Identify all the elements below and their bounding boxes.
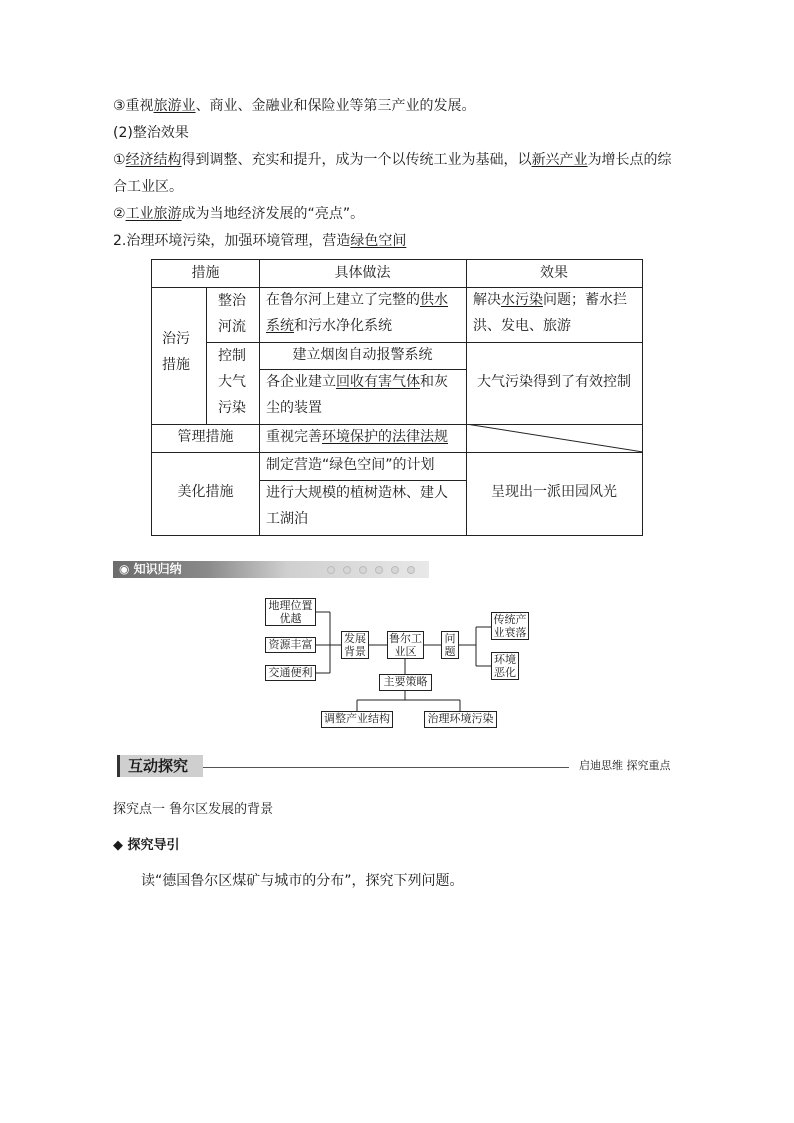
group-pollution-control: 治污措施 bbox=[162, 331, 190, 373]
inquiry-guide-heading: ◆ 探究导引 bbox=[113, 838, 180, 853]
node-adjust-structure: 调整产业结构 bbox=[321, 711, 393, 728]
header-effect: 效果 bbox=[540, 265, 568, 281]
header-measures: 措施 bbox=[191, 265, 220, 281]
text-line-economic-structure: ①经济结构得到调整、充实和提升，成为一个以传统工业为基础，以新兴产业为增长点的综 bbox=[113, 152, 672, 168]
text-line-tertiary-industry: ③重视旅游业、商业、金融业和保险业等第三产业的发展。 bbox=[113, 98, 476, 114]
river-method: 在鲁尔河上建立了完整的供水系统和污水净化系统 bbox=[266, 292, 448, 334]
header-methods: 具体做法 bbox=[334, 265, 391, 281]
node-problem: 问题 bbox=[441, 631, 459, 659]
text-line-industrial-tourism: ②工业旅游成为当地经济发展的“亮点”。 bbox=[113, 206, 365, 222]
node-background: 发展背景 bbox=[341, 631, 369, 659]
node-industry-decline: 传统产业衰落 bbox=[491, 612, 529, 640]
sub-river: 整治河流 bbox=[218, 293, 246, 335]
inquiry-point-title: 探究点一 鲁尔区发展的背景 bbox=[113, 802, 274, 817]
air-method-2: 各企业建立回收有害气体和灰尘的装置 bbox=[266, 374, 448, 416]
management-method: 重视完善环境保护的法律法规 bbox=[266, 429, 448, 445]
reading-instruction: 读“德国鲁尔区煤矿与城市的分布”，探究下列问题。 bbox=[141, 873, 464, 889]
section-subtitle: 启迪思维 探究重点 bbox=[579, 759, 671, 772]
sub-air: 控制大气污染 bbox=[218, 348, 246, 416]
node-ruhr: 鲁尔工业区 bbox=[389, 632, 422, 658]
heading-environment-governance: 2.治理环境污染，加强环境管理，营造绿色空间 bbox=[113, 233, 407, 249]
management-label: 管理措施 bbox=[177, 429, 234, 445]
section-title-interactive: 互动探究 bbox=[117, 755, 203, 777]
beautify-effect: 呈现出一派田园风光 bbox=[491, 484, 617, 500]
heading-rectification-effect: (2)整治效果 bbox=[113, 125, 189, 141]
beautify-label: 美化措施 bbox=[177, 484, 234, 500]
banner-label: ◉ 知识归纳 bbox=[119, 562, 182, 576]
air-method-1: 建立烟囱自动报警系统 bbox=[292, 347, 433, 363]
air-effect: 大气污染得到了有效控制 bbox=[477, 374, 631, 390]
text-line-comprehensive-zone: 合工业区。 bbox=[113, 179, 183, 195]
node-govern-pollution: 治理环境污染 bbox=[424, 711, 497, 728]
beautify-method-1: 制定营造“绿色空间”的计划 bbox=[266, 457, 435, 473]
river-effect: 解决水污染问题；蓄水拦洪、发电、旅游 bbox=[473, 292, 627, 334]
node-geo-location: 地理位置优越 bbox=[265, 598, 316, 626]
node-env-deterioration: 环境恶化 bbox=[491, 652, 519, 680]
node-transport: 交通便利 bbox=[265, 665, 316, 681]
beautify-method-2: 进行大规模的植树造林、建人工湖泊 bbox=[266, 485, 448, 527]
node-main-strategy: 主要策略 bbox=[379, 674, 432, 691]
section-divider bbox=[203, 767, 569, 768]
node-resources: 资源丰富 bbox=[265, 637, 316, 653]
